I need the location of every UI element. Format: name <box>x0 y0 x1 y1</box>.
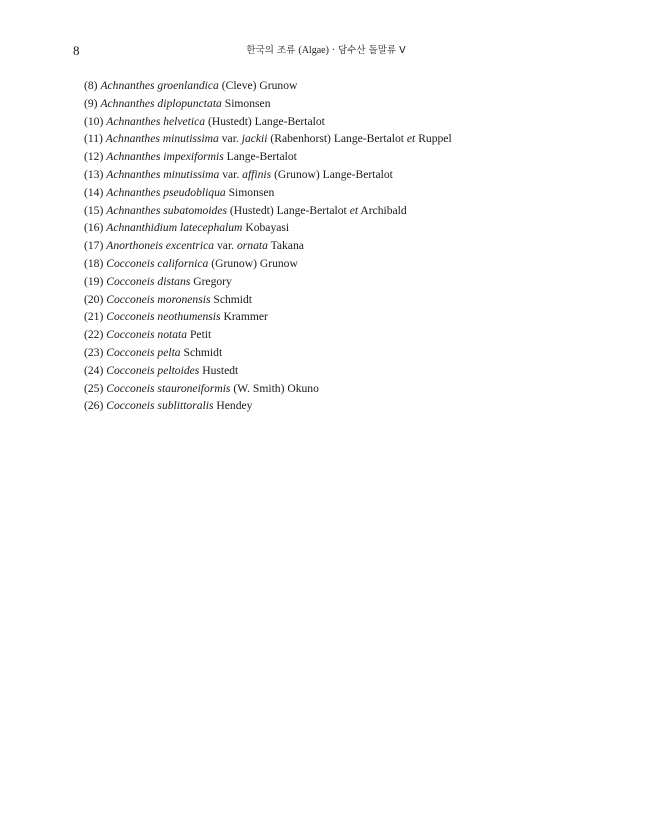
species-number: (24) <box>84 363 104 377</box>
species-entry <box>84 95 452 113</box>
page-number: 8 <box>73 43 80 58</box>
species-author: (Grunow) Lange-Bertalot <box>274 167 393 181</box>
species-author: Takana <box>270 239 304 253</box>
species-name: Cocconeis distans <box>106 274 191 288</box>
species-entry <box>84 380 452 398</box>
species-name: Achnanthes subatomoides <box>106 203 227 217</box>
species-name: Achnanthidium latecephalum <box>106 221 243 235</box>
species-infraspecific-epithet: ornata <box>236 239 268 253</box>
species-entry <box>84 113 452 131</box>
species-number: (23) <box>84 345 104 359</box>
species-entry <box>84 308 452 326</box>
species-author: (Hustedt) Lange-Bertalot <box>229 203 347 217</box>
running-title-latin: (Algae) <box>298 45 329 56</box>
species-name: Cocconeis sublittoralis <box>106 399 214 413</box>
species-number: (14) <box>84 185 104 199</box>
species-name: Achnanthes diplopunctata <box>100 96 222 110</box>
species-number: (21) <box>84 310 104 324</box>
species-entry <box>84 255 452 273</box>
species-entry <box>84 130 452 148</box>
species-entry <box>84 291 452 309</box>
species-entry <box>84 326 452 344</box>
species-name: Achnanthes groenlandica <box>100 79 219 92</box>
page-header <box>0 42 652 60</box>
species-author: (W. Smith) Okuno <box>233 381 319 395</box>
species-entry <box>84 219 452 237</box>
running-title-korean-start: 한국의 조류 <box>246 45 299 56</box>
species-name: Achnanthes minutissima <box>105 132 219 146</box>
species-entry <box>84 344 452 362</box>
species-entry <box>84 184 452 202</box>
species-name: Achnanthes impexiformis <box>106 150 224 164</box>
species-number: (20) <box>84 292 104 306</box>
species-number: (10) <box>84 114 104 128</box>
species-infraspecific-epithet: affinis <box>242 167 272 181</box>
species-number: (18) <box>84 256 104 270</box>
species-number: (8) <box>84 79 98 92</box>
species-name: Cocconeis californica <box>106 256 209 270</box>
species-author: Schmidt <box>213 292 253 306</box>
species-name: Achnanthes pseudobliqua <box>106 185 226 199</box>
species-entry <box>84 166 452 184</box>
species-entry <box>84 202 452 220</box>
species-entry <box>84 362 452 380</box>
species-author: Krammer <box>223 310 268 324</box>
species-number: (16) <box>84 221 104 235</box>
species-author-conjunction: et <box>406 132 416 146</box>
species-name: Achnanthes minutissima <box>106 167 220 181</box>
species-author: (Grunow) Grunow <box>211 256 298 270</box>
species-name: Cocconeis moronensis <box>106 292 211 306</box>
species-author-second: Archibald <box>360 203 407 217</box>
species-entry <box>84 77 452 95</box>
species-author: Simonsen <box>224 96 271 110</box>
species-author: Petit <box>189 328 212 342</box>
species-name: Cocconeis stauroneiformis <box>106 381 231 395</box>
species-author-second: Ruppel <box>418 132 452 146</box>
species-name: Cocconeis pelta <box>106 345 181 359</box>
species-number: (11) <box>84 132 103 146</box>
species-rank: var. <box>217 239 235 253</box>
species-rank: var. <box>221 132 239 146</box>
species-author: Lange-Bertalot <box>226 150 297 164</box>
species-number: (9) <box>84 96 98 110</box>
running-title-korean-end: · 담수산 돌말류 V <box>328 45 406 56</box>
running-title <box>0 42 652 60</box>
species-name: Achnanthes helvetica <box>106 114 206 128</box>
species-author: Kobayasi <box>245 221 290 235</box>
species-number: (26) <box>84 399 104 413</box>
species-list <box>84 77 452 415</box>
species-name: Cocconeis notata <box>106 328 188 342</box>
species-author: Hendey <box>216 399 253 413</box>
species-author: Simonsen <box>228 185 275 199</box>
species-author: (Cleve) Grunow <box>221 79 298 92</box>
species-name: Anorthoneis excentrica <box>106 239 215 253</box>
species-number: (15) <box>84 203 104 217</box>
species-rank: var. <box>222 167 240 181</box>
species-author: Schmidt <box>183 345 223 359</box>
species-entry <box>84 237 452 255</box>
species-author: (Hustedt) Lange-Bertalot <box>207 114 325 128</box>
species-number: (13) <box>84 167 104 181</box>
species-entry <box>84 273 452 291</box>
species-number: (25) <box>84 381 104 395</box>
species-author: Hustedt <box>202 363 239 377</box>
species-number: (12) <box>84 150 104 164</box>
species-number: (17) <box>84 239 104 253</box>
species-infraspecific-epithet: jackii <box>241 132 268 146</box>
species-number: (22) <box>84 328 104 342</box>
species-author: Gregory <box>193 274 232 288</box>
species-author-conjunction: et <box>349 203 359 217</box>
species-name: Cocconeis neothumensis <box>106 310 221 324</box>
species-name: Cocconeis peltoides <box>106 363 200 377</box>
species-entry <box>84 148 452 166</box>
species-entry <box>84 397 452 415</box>
species-author: (Rabenhorst) Lange-Bertalot <box>270 132 404 146</box>
species-number: (19) <box>84 274 104 288</box>
